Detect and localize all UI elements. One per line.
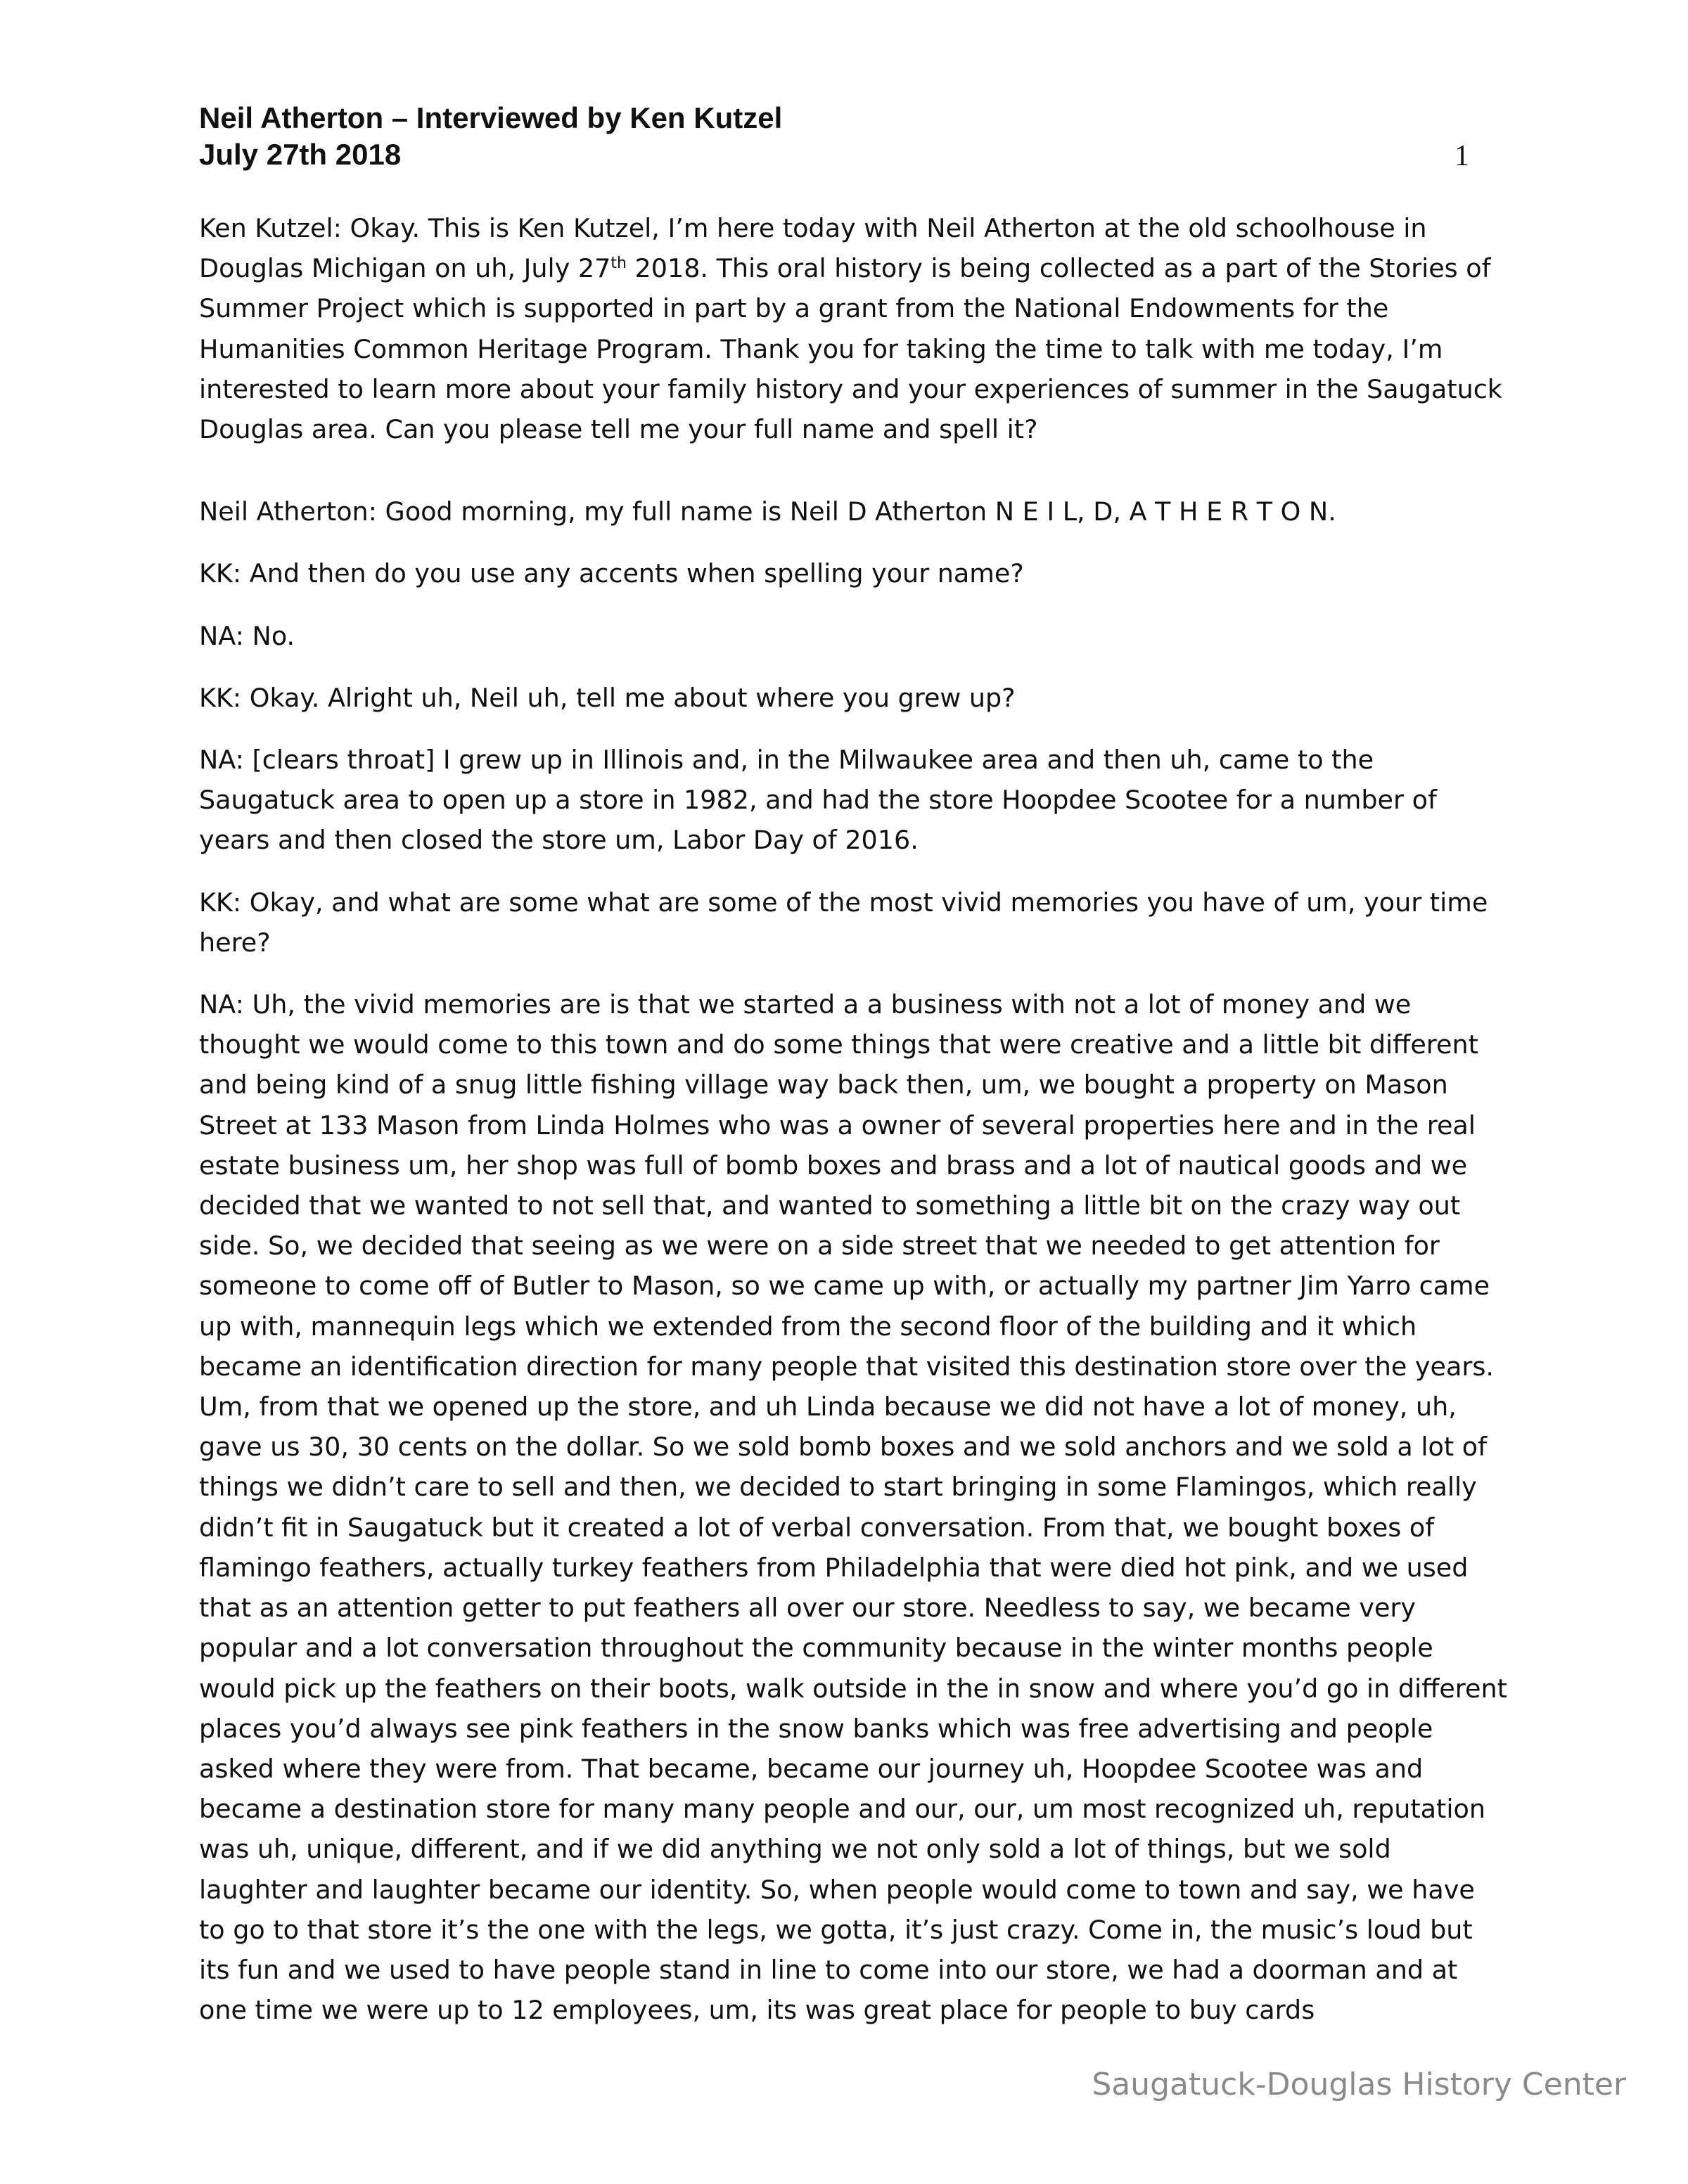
transcript-paragraph: NA: No. [199, 620, 295, 651]
transcript-paragraph: KK: And then do you use any accents when spelling your name? [199, 558, 1024, 589]
page-number: 1 [1454, 140, 1469, 172]
transcript-body [199, 208, 1507, 2052]
transcript-paragraph: Neil Atherton: Good morning, my full name is Neil D Atherton N E I L, D, A T H E R T O N. [199, 496, 1336, 527]
transcript-paragraph: NA: [clears throat] I grew up in Illinois and, in the Milwaukee area and then uh, came to the Saugatuck area to open up a store in 1982, and had the store Hoopdee Scootee for a number of years and then closed the store um, Labor Day of 2016. [199, 745, 1437, 856]
ordinal-suffix: th [610, 255, 627, 273]
transcript-paragraph: KK: Okay. Alright uh, Neil uh, tell me about where you grew up? [199, 682, 1016, 713]
transcript-paragraph: KK: Okay, and what are some what are some of the most vivid memories you have of um, your time here? [199, 887, 1488, 958]
intro-text-start: Ken Kutzel: Okay. This is Ken Kutzel, I’m here today with Neil Atherton at the old schoolhouse in Douglas Michigan on uh, July 27 [199, 213, 1427, 284]
document-title: Neil Atherton – Interviewed by Ken Kutzel [199, 101, 783, 134]
transcript-paragraph: NA: Uh, the vivid memories are is that we started a a business with not a lot of money and we thought we would come to this town and do some things that were creative and a little bit different and being kind of a snug little fishing village way back then, um, we bought a property on Mason Street at 133 Mason from Linda Holmes who was a owner of several properties here and in the real estate business um, her shop was full of bomb boxes and brass and a lot of nautical goods and we decided that we wanted to not sell that, and wanted to something a little bit on the crazy way out side. So, we decided that seeing as we were on a side street that we needed to get attention for someone to come off of Butler to Mason, so we came up with, or actually my partner Jim Yarro came up with, mannequin legs which we extended from the second floor of the building and it which became an identification direction for many people that visited this destination store over the years. Um, from that we opened up the store, and uh Linda because we did not have a lot of money, uh, gave us 30, 30 cents on the dollar. So we sold bomb boxes and we sold anchors and we sold a lot of things we didn’t care to sell and then, we decided to start bringing in some Flamingos, which really didn’t fit in Saugatuck but it created a lot of verbal conversation. From that, we bought boxes of flamingo feathers, actually turkey feathers from Philadelphia that were died hot pink, and we used that as an attention getter to put feathers all over our store. Needless to say, we became very popular and a lot conversation throughout the community because in the winter months people would pick up the feathers on their boots, walk outside in the in snow and where you’d go in different places you’d always see pink feathers in the snow banks which was free advertising and people asked where they were from. That became, became our journey uh, Hoopdee Scootee was and became a destination store for many many people and our, our, um most recognized uh, reputation was uh, unique, different, and if we did anything we not only sold a lot of things, but we sold laughter and laughter became our identity. So, when people would come to town and say, we have to go to that store it’s the one with the legs, we gotta, it’s just crazy. Come in, the music’s loud but its fun and we used to have people stand in line to come into our store, we had a doorman and at one time we were up to 12 employees, um, its was great place for people to buy cards [199, 989, 1507, 2026]
intro-text-end: 2018. This oral history is being collected as a part of the Stories of Summer Project which is supported in part by a grant from the National Endowments for the Humanities Common Heritage Program. Thank you for taking the time to talk with me today, I’m interested to learn more about your family history and your experiences of summer in the Saugatuck Douglas area. Can you please tell me your full name and spell it? [199, 253, 1502, 445]
interview-date: July 27th 2018 [199, 138, 402, 171]
transcript-paragraph-intro [199, 208, 1507, 449]
history-center-watermark: Saugatuck-Douglas History Center [1092, 2067, 1626, 2102]
